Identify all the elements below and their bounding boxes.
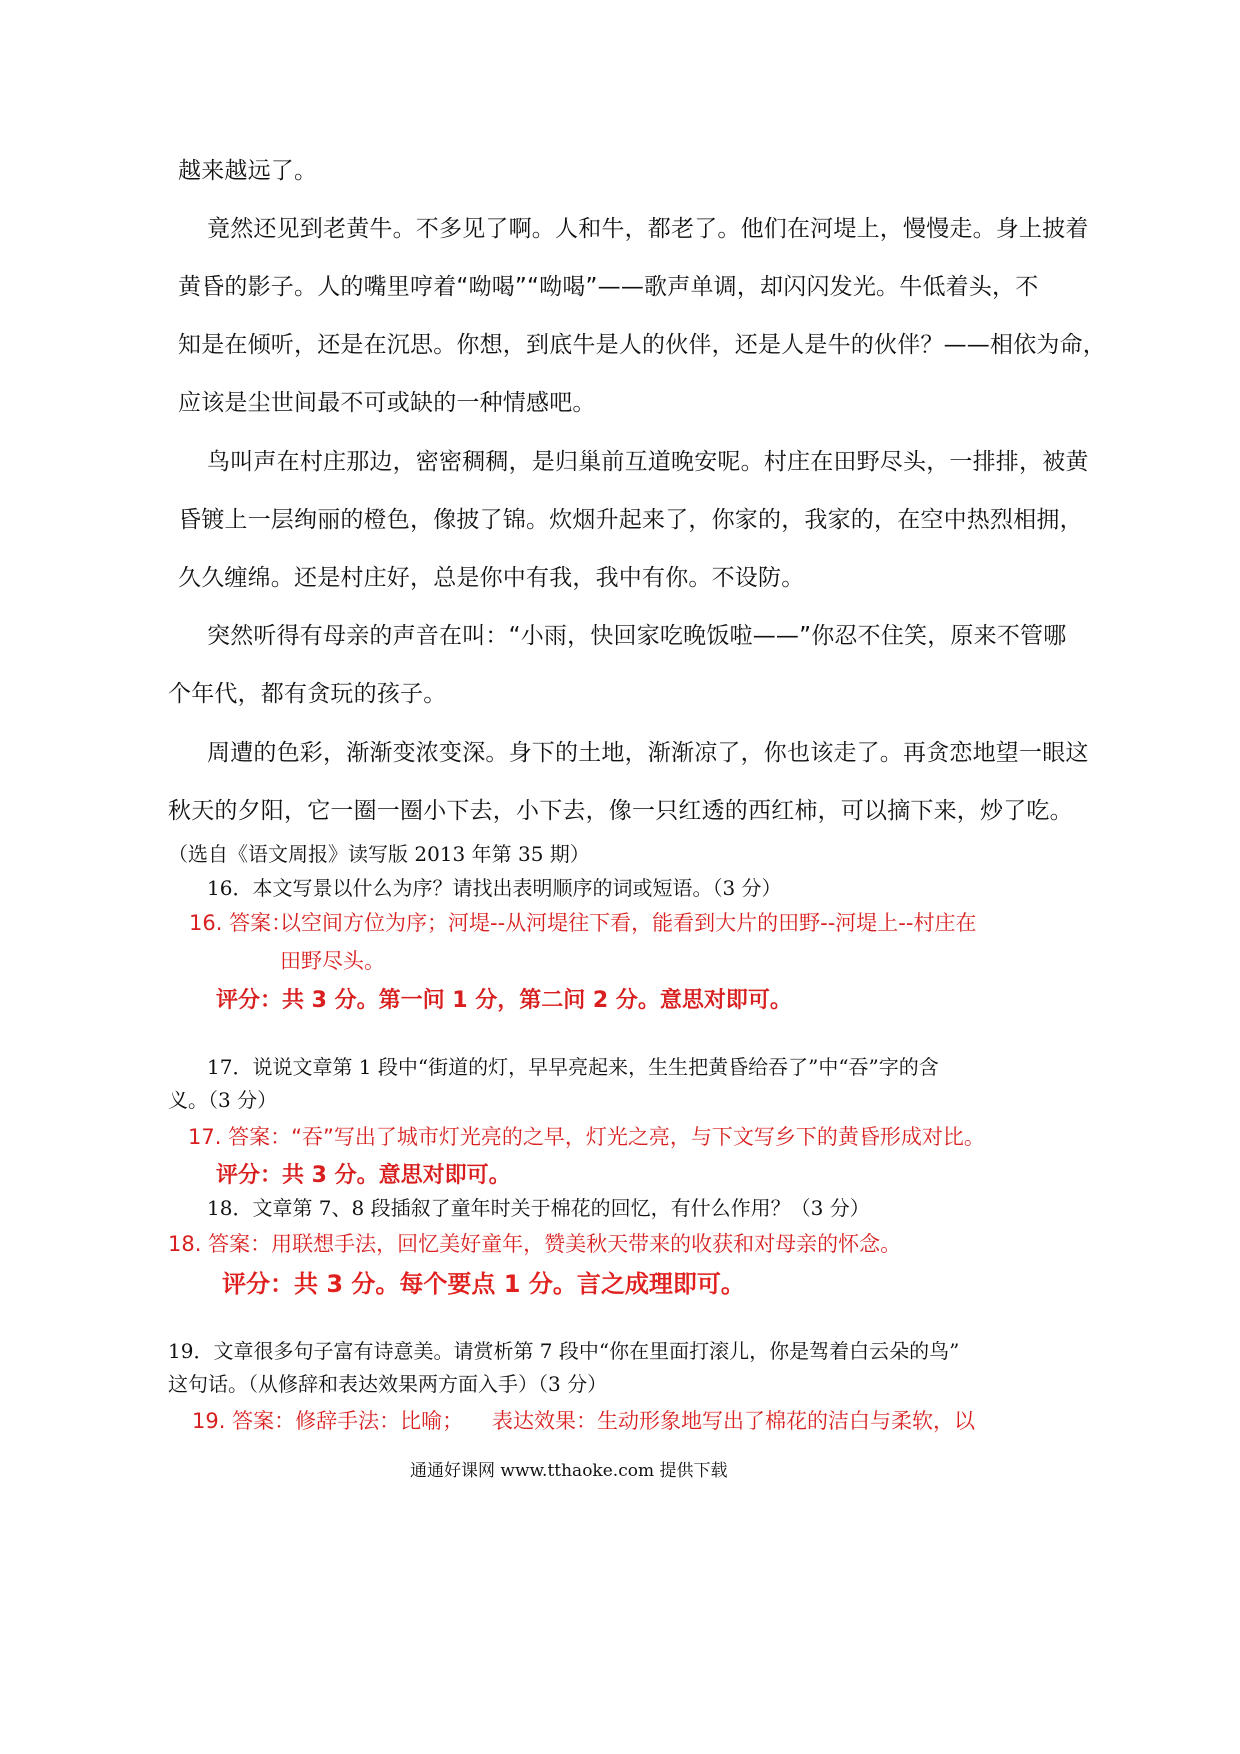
passage-line: 久久缠绵。还是村庄好，总是你中有我，我中有你。不设防。 [178, 565, 805, 591]
question-17: 义。（3 分） [168, 1088, 278, 1112]
passage-line: 应该是尘世间最不可或缺的一种情感吧。 [178, 390, 596, 416]
answer-16-line: 田野尽头。 [280, 949, 385, 973]
passage-line: 竟然还见到老黄牛。不多见了啊。人和牛，都老了。他们在河堤上，慢慢走。身上披着 [207, 216, 1089, 242]
footer-credit: 通通好课网 www.tthaoke.com 提供下载 [410, 1461, 728, 1481]
question-19: 19．文章很多句子富有诗意美。请赏析第 7 段中“你在里面打滚儿，你是驾着白云朵的鸟” [168, 1339, 960, 1363]
passage-line: 个年代，都有贪玩的孩子。 [168, 681, 447, 707]
answer-19: 表达效果：生动形象地写出了棉花的洁白与柔软，以 [492, 1409, 975, 1433]
answer-19: 19. 答案：修辞手法：比喻； [192, 1409, 464, 1433]
answer-16-line: 以空间方位为序；河堤--从河堤往下看，能看到大片的田野--河堤上--村庄在 [280, 911, 977, 935]
answer-16-label: 16. 答案： [189, 911, 293, 935]
passage-line: 知是在倾听，还是在沉思。你想，到底牛是人的伙伴，还是人是牛的伙伴？——相依为命， [178, 332, 1106, 358]
answer-18: 18. 答案：用联想手法，回忆美好童年，赞美秋天带来的收获和对母亲的怀念。 [168, 1232, 902, 1256]
passage-line: 突然听得有母亲的声音在叫：“小雨，快回家吃晚饭啦——”你忍不住笑，原来不管哪 [207, 623, 1067, 649]
score-16: 评分：共 3 分。第一问 1 分，第二问 2 分。意思对即可。 [216, 988, 792, 1013]
passage-line: 昏镀上一层绚丽的橙色，像披了锦。炊烟升起来了，你家的，我家的，在空中热烈相拥， [178, 507, 1083, 533]
score-17: 评分：共 3 分。意思对即可。 [216, 1163, 511, 1188]
passage-line: 越来越远了。 [178, 158, 318, 184]
score-18: 评分：共 3 分。每个要点 1 分。言之成理即可。 [222, 1270, 745, 1298]
passage-line: 周遭的色彩，渐渐变浓变深。身下的土地，渐渐凉了，你也该走了。再贪恋地望一眼这 [207, 740, 1089, 766]
question-16: 16．本文写景以什么为序？请找出表明顺序的词或短语。（3 分） [207, 876, 782, 900]
question-18: 18．文章第 7、8 段插叙了童年时关于棉花的回忆，有什么作用？（3 分） [207, 1196, 870, 1220]
passage-line: 秋天的夕阳，它一圈一圈小下去，小下去，像一只红透的西红柿，可以摘下来，炒了吃。 [168, 798, 1073, 824]
answer-17: 17. 答案：“吞”写出了城市灯光亮的之早，灯光之亮，与下文写乡下的黄昏形成对比。 [188, 1125, 985, 1149]
passage-line: 鸟叫声在村庄那边，密密稠稠，是归巢前互道晚安呢。村庄在田野尽头，一排排，被黄 [207, 449, 1089, 475]
passage-line: 黄昏的影子。人的嘴里哼着“呦喝”“呦喝”——歌声单调，却闪闪发光。牛低着头，不 [178, 274, 1039, 300]
question-17: 17．说说文章第 1 段中“街道的灯，早早亮起来，生生把黄昏给吞了”中“吞”字的含 [207, 1055, 939, 1079]
question-19: 这句话。（从修辞和表达效果两方面入手）（3 分） [168, 1372, 608, 1396]
source-note: （选自《语文周报》读写版 2013 年第 35 期） [168, 842, 590, 866]
